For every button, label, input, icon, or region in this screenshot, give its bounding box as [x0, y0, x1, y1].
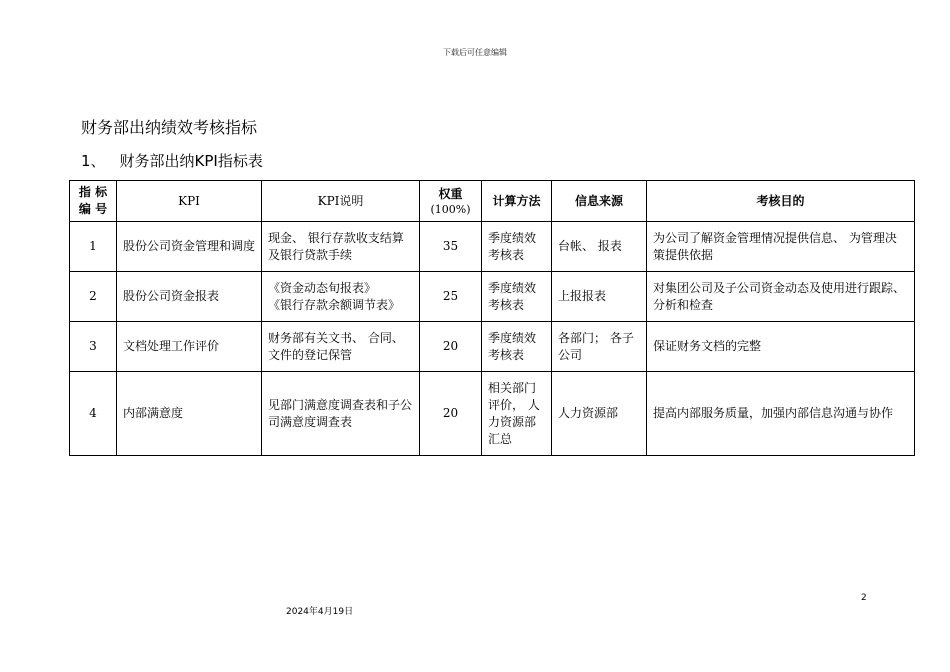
header-weight: 权重 (100%): [420, 181, 482, 222]
cell-purpose: 提高内部服务质量，加强内部信息沟通与协作: [647, 372, 915, 456]
table-header-row: [70, 181, 915, 222]
table-row: [70, 322, 915, 372]
section-title: 财务部出纳KPI指标表: [119, 152, 263, 170]
cell-index: 1: [70, 222, 117, 272]
footer-date: 2024年4月19日: [286, 607, 354, 617]
cell-weight: 25: [420, 272, 482, 322]
header-method: 计算方法: [482, 181, 552, 222]
header-purpose: 考核目的: [647, 181, 915, 222]
document-title: 财务部出纳绩效考核指标: [81, 118, 258, 137]
cell-method: 季度绩效考核表: [482, 272, 552, 322]
cell-kpi: 内部满意度: [117, 372, 262, 456]
header-kpi-desc: KPI说明: [262, 181, 420, 222]
table-row: [70, 222, 915, 272]
page-number: 2: [861, 593, 867, 603]
cell-purpose: 对集团公司及子公司资金动态及使用进行跟踪、 分析和检查: [647, 272, 915, 322]
section-number: 1、: [81, 152, 106, 170]
cell-method: 季度绩效考核表: [482, 222, 552, 272]
header-source: 信息来源: [552, 181, 647, 222]
cell-weight: 20: [420, 322, 482, 372]
cell-source: 各部门； 各子公司: [552, 322, 647, 372]
cell-index: 3: [70, 322, 117, 372]
page-header-note: 下载后可任意编辑: [443, 48, 507, 57]
cell-index: 4: [70, 372, 117, 456]
cell-desc: 现金、 银行存款收支结算及银行贷款手续: [262, 222, 420, 272]
cell-weight: 20: [420, 372, 482, 456]
cell-weight: 35: [420, 222, 482, 272]
cell-kpi: 股份公司资金管理和调度: [117, 222, 262, 272]
cell-index: 2: [70, 272, 117, 322]
table-row: [70, 272, 915, 322]
header-index: 指 标 编 号: [70, 181, 117, 222]
cell-method: 季度绩效考核表: [482, 322, 552, 372]
cell-purpose: 保证财务文档的完整: [647, 322, 915, 372]
cell-method: 相关部门评价， 人力资源部汇总: [482, 372, 552, 456]
cell-desc: 见部门满意度调查表和子公司满意度调查表: [262, 372, 420, 456]
table-row: [70, 372, 915, 456]
kpi-table: [69, 180, 915, 456]
cell-source: 人力资源部: [552, 372, 647, 456]
cell-kpi: 股份公司资金报表: [117, 272, 262, 322]
cell-source: 台帐、 报表: [552, 222, 647, 272]
cell-desc: 《资金动态旬报表》 《银行存款余额调节表》: [262, 272, 420, 322]
cell-purpose: 为公司了解资金管理情况提供信息、 为管理决策提供依据: [647, 222, 915, 272]
section-heading: [81, 150, 263, 171]
cell-desc: 财务部有关文书、 合同、 文件的登记保管: [262, 322, 420, 372]
cell-kpi: 文档处理工作评价: [117, 322, 262, 372]
header-kpi: KPI: [117, 181, 262, 222]
cell-source: 上报报表: [552, 272, 647, 322]
